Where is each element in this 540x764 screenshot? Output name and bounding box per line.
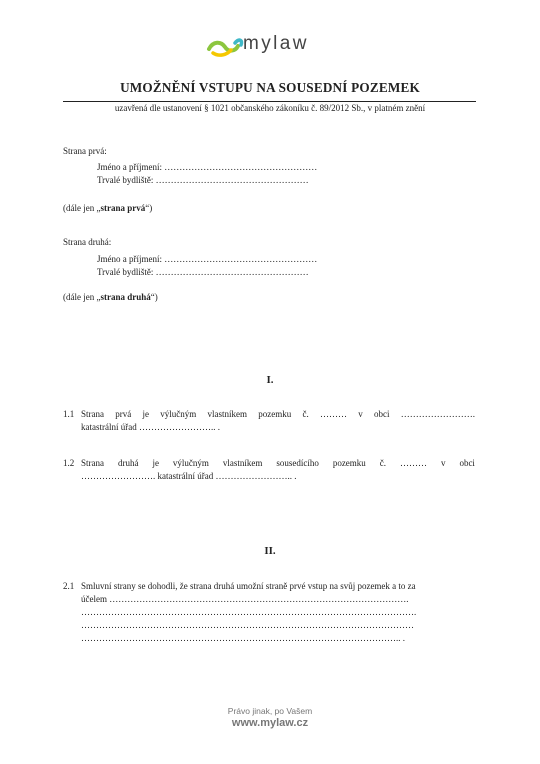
word: Strana bbox=[81, 409, 104, 419]
word: Strana bbox=[81, 458, 104, 468]
logo-text: mylaw bbox=[243, 33, 309, 54]
clause-1-2-line1 bbox=[81, 458, 475, 468]
party1-hereinafter-pre: (dále jen „ bbox=[63, 203, 101, 213]
party1-address-line: Trvalé bydliště: …………………………………………… bbox=[97, 175, 309, 185]
party2-address-line: Trvalé bydliště: …………………………………………… bbox=[97, 267, 309, 277]
word: výlučným bbox=[160, 409, 197, 419]
clause-2-1-line3: …………………………………………………………………………………………………. bbox=[81, 607, 417, 617]
word: obci bbox=[459, 458, 475, 468]
party2-heading: Strana druhá: bbox=[63, 237, 112, 247]
clause-1-2-line2: ……………………. katastrální úřad …………………….. . bbox=[81, 471, 297, 481]
word: je bbox=[152, 458, 159, 468]
word: sousedícího bbox=[276, 458, 319, 468]
clause-2-1-line2: účelem ………………………………………………………………………………………. bbox=[81, 594, 409, 604]
word: prvá bbox=[115, 409, 132, 419]
document-subtitle: uzavřená dle ustanovení § 1021 občanského zákoníku č. 89/2012 Sb., v platném znění bbox=[114, 103, 426, 113]
party2-hereinafter-bold: strana druhá bbox=[100, 292, 151, 302]
footer-website-link[interactable]: www.mylaw.cz bbox=[231, 717, 309, 729]
word: v bbox=[440, 458, 446, 468]
word: ……… bbox=[400, 458, 427, 468]
section2-heading: II. bbox=[264, 545, 276, 557]
word: ……………………. bbox=[400, 409, 475, 419]
party1-hereinafter-bold: strana prvá bbox=[100, 203, 146, 213]
clause-2-1-line5: …………………………………………………………………………………………….. . bbox=[81, 633, 405, 643]
party1-hereinafter-post: “) bbox=[145, 203, 153, 213]
logo-swirl-yellow bbox=[213, 50, 231, 55]
word: č. bbox=[379, 458, 387, 468]
party2-hereinafter bbox=[63, 292, 158, 302]
title-divider bbox=[63, 101, 476, 102]
party2-name-line: Jméno a příjmení: …………………………………………… bbox=[97, 254, 318, 264]
word: vlastníkem bbox=[222, 458, 263, 468]
section1-heading: I. bbox=[266, 374, 274, 386]
clause-1-1-line1 bbox=[81, 409, 475, 419]
clause-1-1-line2: katastrální úřad …………………….. . bbox=[81, 422, 220, 432]
party2-hereinafter-pre: (dále jen „ bbox=[63, 292, 101, 302]
clause-1-2-number: 1.2 bbox=[63, 458, 75, 468]
word: pozemku bbox=[332, 458, 366, 468]
word: výlučným bbox=[172, 458, 209, 468]
footer-tagline: Právo jinak, po Vašem bbox=[227, 706, 313, 716]
document-title: UMOŽNĚNÍ VSTUPU NA SOUSEDNÍ POZEMEK bbox=[120, 80, 420, 95]
clause-1-1-number: 1.1 bbox=[63, 409, 75, 419]
party1-name-line: Jméno a příjmení: …………………………………………… bbox=[97, 162, 318, 172]
clause-2-1-line1: Smluvní strany se dohodli, že strana druhá umožní straně prvé vstup na svůj pozemek a to za bbox=[81, 581, 416, 591]
party1-heading: Strana prvá: bbox=[63, 146, 107, 156]
word: druhá bbox=[117, 458, 139, 468]
party1-hereinafter bbox=[63, 203, 152, 213]
clause-2-1-number: 2.1 bbox=[63, 581, 75, 591]
word: v bbox=[358, 409, 363, 419]
party2-hereinafter-post: “) bbox=[150, 292, 158, 302]
word: pozemku bbox=[258, 409, 292, 419]
word: obci bbox=[374, 409, 390, 419]
word: č. bbox=[302, 409, 309, 419]
clause-2-1-line4: ………………………………………………………………………………………………… bbox=[81, 620, 414, 630]
word: vlastníkem bbox=[207, 409, 247, 419]
word: ……… bbox=[320, 409, 347, 419]
word: je bbox=[142, 409, 149, 419]
